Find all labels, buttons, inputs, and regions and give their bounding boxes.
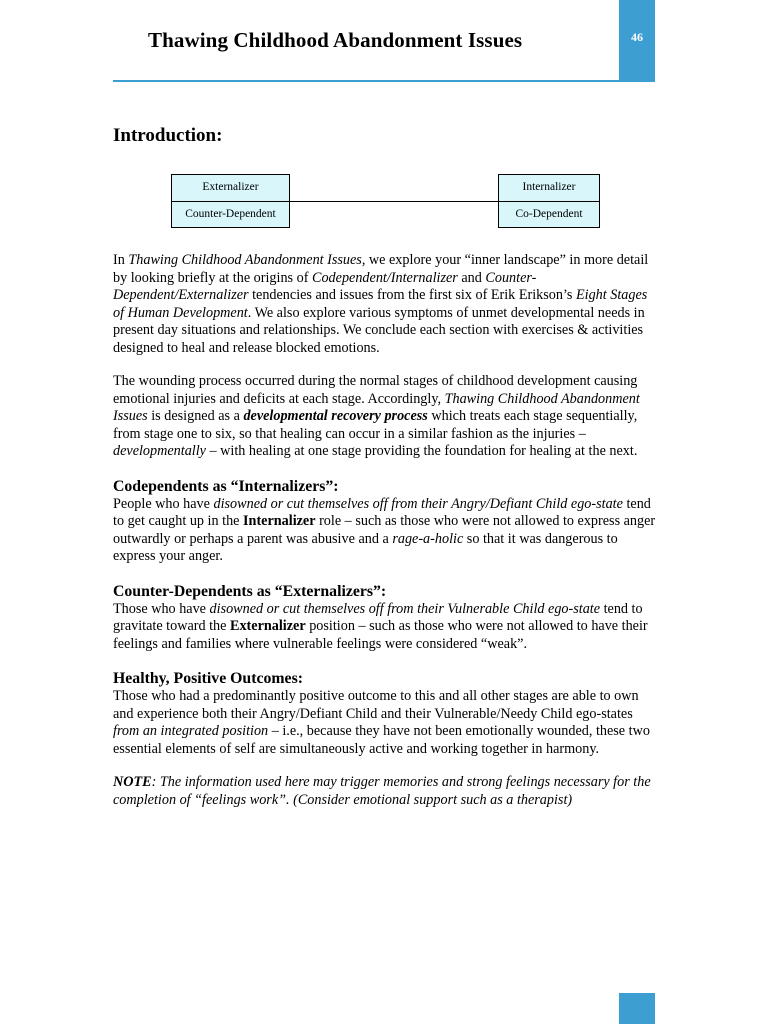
- section-heading-externalizers: Counter-Dependents as “Externalizers”:: [113, 582, 387, 600]
- header-rule: [113, 80, 655, 82]
- intro-paragraph-2: The wounding process occurred during the normal stages of childhood development causing emotional injuries and deficits at each stage. Accordingly, Thawing Childhood Abandonment Issues is designed as a developmental recovery process which treats each stage sequentially, from stage one to six, so that healing can occur in a similar fashion as the injuries – developmentally – with healing at one stage providing the foundation for healing at the next.: [113, 373, 640, 459]
- diagram-box-counter-dependent: Counter-Dependent: [171, 201, 290, 228]
- section-paragraph-internalizers: People who have disowned or cut themselves off from their Angry/Defiant Child ego-state tend to get caught up in the Internalizer role – such as those who were not allowed to express anger outwardly or perhaps a parent was abusive and a rage-a-holic so that it was dangerous to express your anger.: [113, 495, 656, 564]
- diagram-box-internalizer: Internalizer: [498, 174, 600, 202]
- section-heading-internalizers: Codependents as “Internalizers”:: [113, 477, 339, 495]
- section-heading-healthy-outcomes: Healthy, Positive Outcomes:: [113, 670, 303, 687]
- page-header-title: Thawing Childhood Abandonment Issues: [148, 28, 523, 52]
- note-paragraph: NOTE: The information used here may trigger memories and strong feelings necessary for the completion of “feelings work”. (Consider emotional support such as a therapist): [113, 774, 651, 808]
- page-number-tab: 46: [619, 0, 655, 82]
- diagram-box-externalizer: Externalizer: [171, 174, 290, 202]
- page-body: [113, 252, 661, 825]
- introduction-heading: Introduction:: [113, 125, 223, 146]
- footer-tab: [619, 993, 655, 1024]
- section-paragraph-externalizers: Those who have disowned or cut themselves off from their Vulnerable Child ego-state tend to gravitate toward the Externalizer position – such as those who were not allowed to have their feelings and families where vulnerable feelings were considered “weak”.: [113, 600, 648, 652]
- diagram-box-co-dependent: Co-Dependent: [498, 201, 600, 228]
- diagram-connector-line: [289, 201, 499, 202]
- section-paragraph-healthy-outcomes: Those who had a predominantly positive outcome to this and all other stages are able to own and experience both their Angry/Defiant Child and their Vulnerable/Needy Child ego-states from an integrated position – i.e., because they have not been emotionally wounded, these two essential elements of self are simultaneously active and working together in harmony.: [113, 688, 650, 757]
- intro-paragraph-1: In Thawing Childhood Abandonment Issues, we explore your “inner landscape” in more detail by looking briefly at the origins of Codependent/Internalizer and Counter-Dependent/Externalizer tendencies and issues from the first six of Erik Erikson’s Eight Stages of Human Development. We also explore various symptoms of unmet developmental needs in present day situations and relationships. We conclude each section with exercises & activities designed to heal and release blocked emotions.: [113, 252, 649, 356]
